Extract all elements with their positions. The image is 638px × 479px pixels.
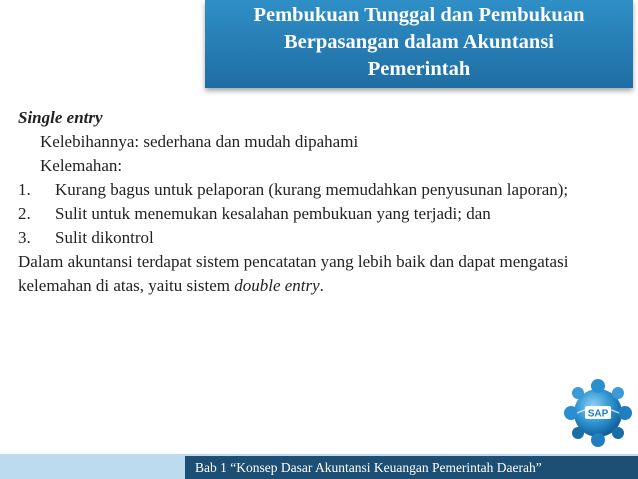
list-item: [18, 226, 623, 250]
slide-body: [18, 106, 623, 298]
list-text: Sulit dikontrol: [55, 228, 154, 247]
slide-title: [205, 0, 633, 88]
list-text: Sulit untuk menemukan kesalahan pembukuan yang terjadi; dan: [55, 204, 491, 223]
list-item: [18, 202, 623, 226]
list-number: 2.: [18, 204, 31, 223]
conclusion-paragraph: [18, 250, 623, 298]
section-heading: Single entry: [18, 108, 103, 127]
weakness-label: Kelemahan:: [40, 156, 123, 175]
title-line-3: Pemerintah: [367, 58, 471, 80]
list-text: Kurang bagus untuk pelaporan (kurang memudahkan penyusunan laporan);: [55, 180, 569, 199]
advantages-text: Kelebihannya: sederhana dan mudah dipahami: [40, 132, 359, 151]
conclusion-end: .: [319, 276, 324, 295]
footer-chapter-label: Bab 1 “Konsep Dasar Akuntansi Keuangan Pemerintah Daerah”: [185, 456, 638, 479]
conclusion-text: Dalam akuntansi terdapat sistem pencatatan yang lebih baik dan dapat mengatasi kelemahan di atas, yaitu sistem: [18, 252, 569, 295]
logo-text: SAP: [587, 408, 609, 420]
title-line-2: Berpasangan dalam Akuntansi: [283, 31, 554, 53]
title-line-1: Pembukuan Tunggal dan Pembukuan: [253, 4, 585, 26]
sap-puzzle-sphere-icon: [563, 378, 633, 448]
list-number: 3.: [18, 228, 31, 247]
list-number: 1.: [18, 180, 31, 199]
list-item: [18, 178, 623, 202]
double-entry-term: double entry: [234, 276, 320, 295]
